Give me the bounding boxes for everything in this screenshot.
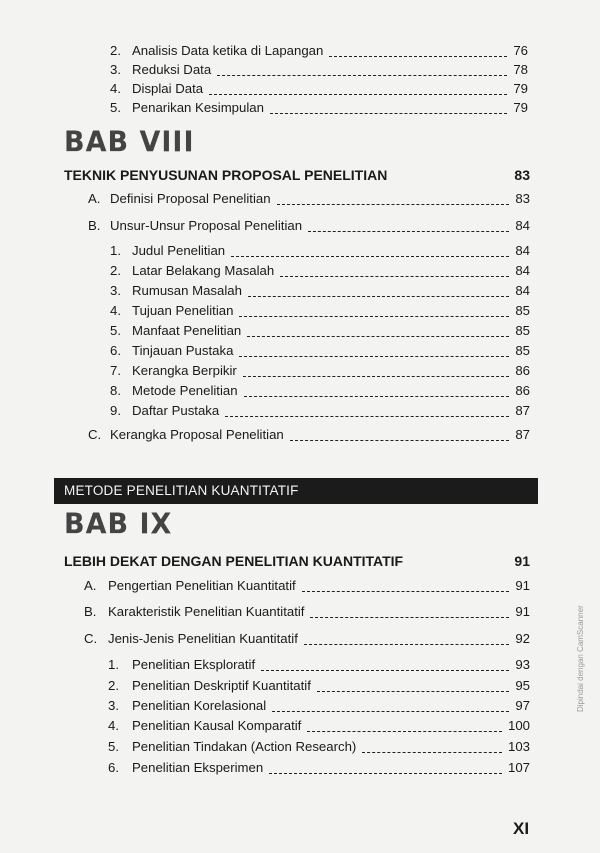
entry-page: 85 xyxy=(515,323,530,338)
toc-entry xyxy=(108,698,530,714)
entry-page: 84 xyxy=(515,283,530,298)
section-letter: B. xyxy=(84,604,97,619)
section-title: Jenis-Jenis Penelitian Kuantitatif xyxy=(108,631,298,646)
toc-entry xyxy=(110,62,528,78)
entry-page: 84 xyxy=(515,263,530,278)
dot-leader xyxy=(307,731,502,732)
entry-page: 79 xyxy=(513,100,528,115)
entry-page: 86 xyxy=(515,383,530,398)
dot-leader xyxy=(248,296,509,297)
section-letter: C. xyxy=(84,631,98,646)
entry-number: 4. xyxy=(108,718,119,733)
section-page: 91 xyxy=(515,578,530,593)
scanner-watermark: Dipindai dengan CamScanner xyxy=(576,605,585,712)
entry-number: 1. xyxy=(108,657,119,672)
entry-number: 1. xyxy=(110,243,121,258)
toc-entry xyxy=(108,678,530,694)
section-page: 92 xyxy=(515,631,530,646)
entry-title: Penarikan Kesimpulan xyxy=(132,100,264,115)
chapter-title: TEKNIK PENYUSUNAN PROPOSAL PENELITIAN xyxy=(64,167,388,183)
section-title: Definisi Proposal Penelitian xyxy=(110,191,271,206)
entry-title: Reduksi Data xyxy=(132,62,212,77)
section-title: Kerangka Proposal Penelitian xyxy=(110,427,284,442)
section-title: Karakteristik Penelitian Kuantitatif xyxy=(108,604,305,619)
section-page: 91 xyxy=(515,604,530,619)
entry-title: Displai Data xyxy=(132,81,204,96)
dot-leader xyxy=(243,376,510,377)
toc-entry xyxy=(110,303,530,319)
entry-number: 9. xyxy=(110,403,121,418)
entry-title: Metode Penelitian xyxy=(132,383,238,398)
section-title: Pengertian Penelitian Kuantitatif xyxy=(108,578,296,593)
dot-leader xyxy=(270,113,507,114)
dot-leader xyxy=(261,670,509,671)
chapter-heading: BAB VIII xyxy=(64,126,195,159)
toc-entry xyxy=(110,100,528,116)
dot-leader xyxy=(239,316,509,317)
dot-leader xyxy=(269,773,502,774)
entry-number: 2. xyxy=(110,263,121,278)
entry-title: Penelitian Eksploratif xyxy=(132,657,256,672)
entry-title: Penelitian Korelasional xyxy=(132,698,267,713)
entry-page: 107 xyxy=(507,760,530,775)
entry-number: 5. xyxy=(108,739,119,754)
entry-page: 86 xyxy=(515,363,530,378)
entry-number: 3. xyxy=(108,698,119,713)
entry-page: 79 xyxy=(513,81,528,96)
entry-title: Penelitian Kausal Komparatif xyxy=(132,718,302,733)
entry-title: Tinjauan Pustaka xyxy=(132,343,234,358)
entry-number: 3. xyxy=(110,62,121,77)
toc-entry xyxy=(110,343,530,359)
entry-title: Judul Penelitian xyxy=(132,243,226,258)
entry-page: 85 xyxy=(515,343,530,358)
toc-section xyxy=(84,578,530,594)
dot-leader xyxy=(209,94,507,95)
toc-entry xyxy=(108,718,530,734)
dot-leader xyxy=(225,416,509,417)
dot-leader xyxy=(304,644,509,645)
toc-section xyxy=(84,631,530,647)
toc-section xyxy=(88,427,530,443)
entry-number: 6. xyxy=(108,760,119,775)
section-letter: B. xyxy=(88,218,101,233)
toc-entry xyxy=(110,383,530,399)
toc-entry xyxy=(110,323,530,339)
entry-title: Penelitian Eksperimen xyxy=(132,760,264,775)
dot-leader xyxy=(239,356,509,357)
entry-title: Rumusan Masalah xyxy=(132,283,242,298)
entry-number: 4. xyxy=(110,303,121,318)
toc-entry xyxy=(108,760,530,776)
entry-number: 6. xyxy=(110,343,121,358)
dot-leader xyxy=(362,752,502,753)
toc-entry xyxy=(108,657,530,673)
section-page: 87 xyxy=(515,427,530,442)
dot-leader xyxy=(247,336,509,337)
entry-title: Latar Belakang Masalah xyxy=(132,263,275,278)
dot-leader xyxy=(290,440,510,441)
dot-leader xyxy=(302,591,510,592)
entry-number: 2. xyxy=(108,678,119,693)
entry-page: 103 xyxy=(507,739,530,754)
entry-page: 87 xyxy=(515,403,530,418)
dot-leader xyxy=(329,56,507,57)
chapter-heading: BAB IX xyxy=(64,508,173,541)
entry-title: Daftar Pustaka xyxy=(132,403,220,418)
dot-leader xyxy=(272,711,509,712)
dot-leader xyxy=(280,276,509,277)
dot-leader xyxy=(231,256,509,257)
entry-page: 97 xyxy=(515,698,530,713)
toc-entry xyxy=(110,81,528,97)
toc-entry xyxy=(110,403,530,419)
entry-number: 5. xyxy=(110,323,121,338)
entry-title: Kerangka Berpikir xyxy=(132,363,237,378)
entry-number: 3. xyxy=(110,283,121,298)
toc-entry xyxy=(110,363,530,379)
dot-leader xyxy=(277,204,510,205)
toc-section xyxy=(88,218,530,234)
dot-leader xyxy=(317,691,509,692)
toc-entry xyxy=(110,43,528,59)
section-letter: A. xyxy=(88,191,101,206)
dot-leader xyxy=(310,617,509,618)
entry-page: 85 xyxy=(515,303,530,318)
dot-leader xyxy=(244,396,510,397)
entry-number: 2. xyxy=(110,43,121,58)
dot-leader xyxy=(217,75,507,76)
entry-page: 76 xyxy=(513,43,528,58)
entry-page: 84 xyxy=(515,243,530,258)
entry-title: Tujuan Penelitian xyxy=(132,303,234,318)
section-page: 83 xyxy=(515,191,530,206)
toc-entry xyxy=(108,739,530,755)
entry-page: 95 xyxy=(515,678,530,693)
section-letter: A. xyxy=(84,578,97,593)
entry-title: Penelitian Deskriptif Kuantitatif xyxy=(132,678,311,693)
section-page: 84 xyxy=(515,218,530,233)
entry-page: 93 xyxy=(515,657,530,672)
entry-number: 4. xyxy=(110,81,121,96)
dot-leader xyxy=(308,231,509,232)
toc-entry xyxy=(110,243,530,259)
page-number: XI xyxy=(513,819,530,838)
toc-entry xyxy=(110,283,530,299)
entry-title: Penelitian Tindakan (Action Research) xyxy=(132,739,357,754)
section-title: Unsur-Unsur Proposal Penelitian xyxy=(110,218,303,233)
entry-page: 78 xyxy=(513,62,528,77)
entry-number: 5. xyxy=(110,100,121,115)
entry-number: 8. xyxy=(110,383,121,398)
toc-section xyxy=(88,191,530,207)
chapter-page: 91 xyxy=(514,553,530,569)
toc-entry xyxy=(110,263,530,279)
chapter-title-entry xyxy=(64,167,530,183)
entry-number: 7. xyxy=(110,363,121,378)
toc-section xyxy=(84,604,530,620)
part-title-bar: METODE PENELITIAN KUANTITATIF xyxy=(54,478,538,504)
entry-page: 100 xyxy=(507,718,530,733)
section-letter: C. xyxy=(88,427,102,442)
entry-title: Analisis Data ketika di Lapangan xyxy=(132,43,324,58)
chapter-title-entry xyxy=(64,553,530,569)
entry-title: Manfaat Penelitian xyxy=(132,323,242,338)
chapter-page: 83 xyxy=(514,167,530,183)
chapter-title: LEBIH DEKAT DENGAN PENELITIAN KUANTITATIF xyxy=(64,553,404,569)
